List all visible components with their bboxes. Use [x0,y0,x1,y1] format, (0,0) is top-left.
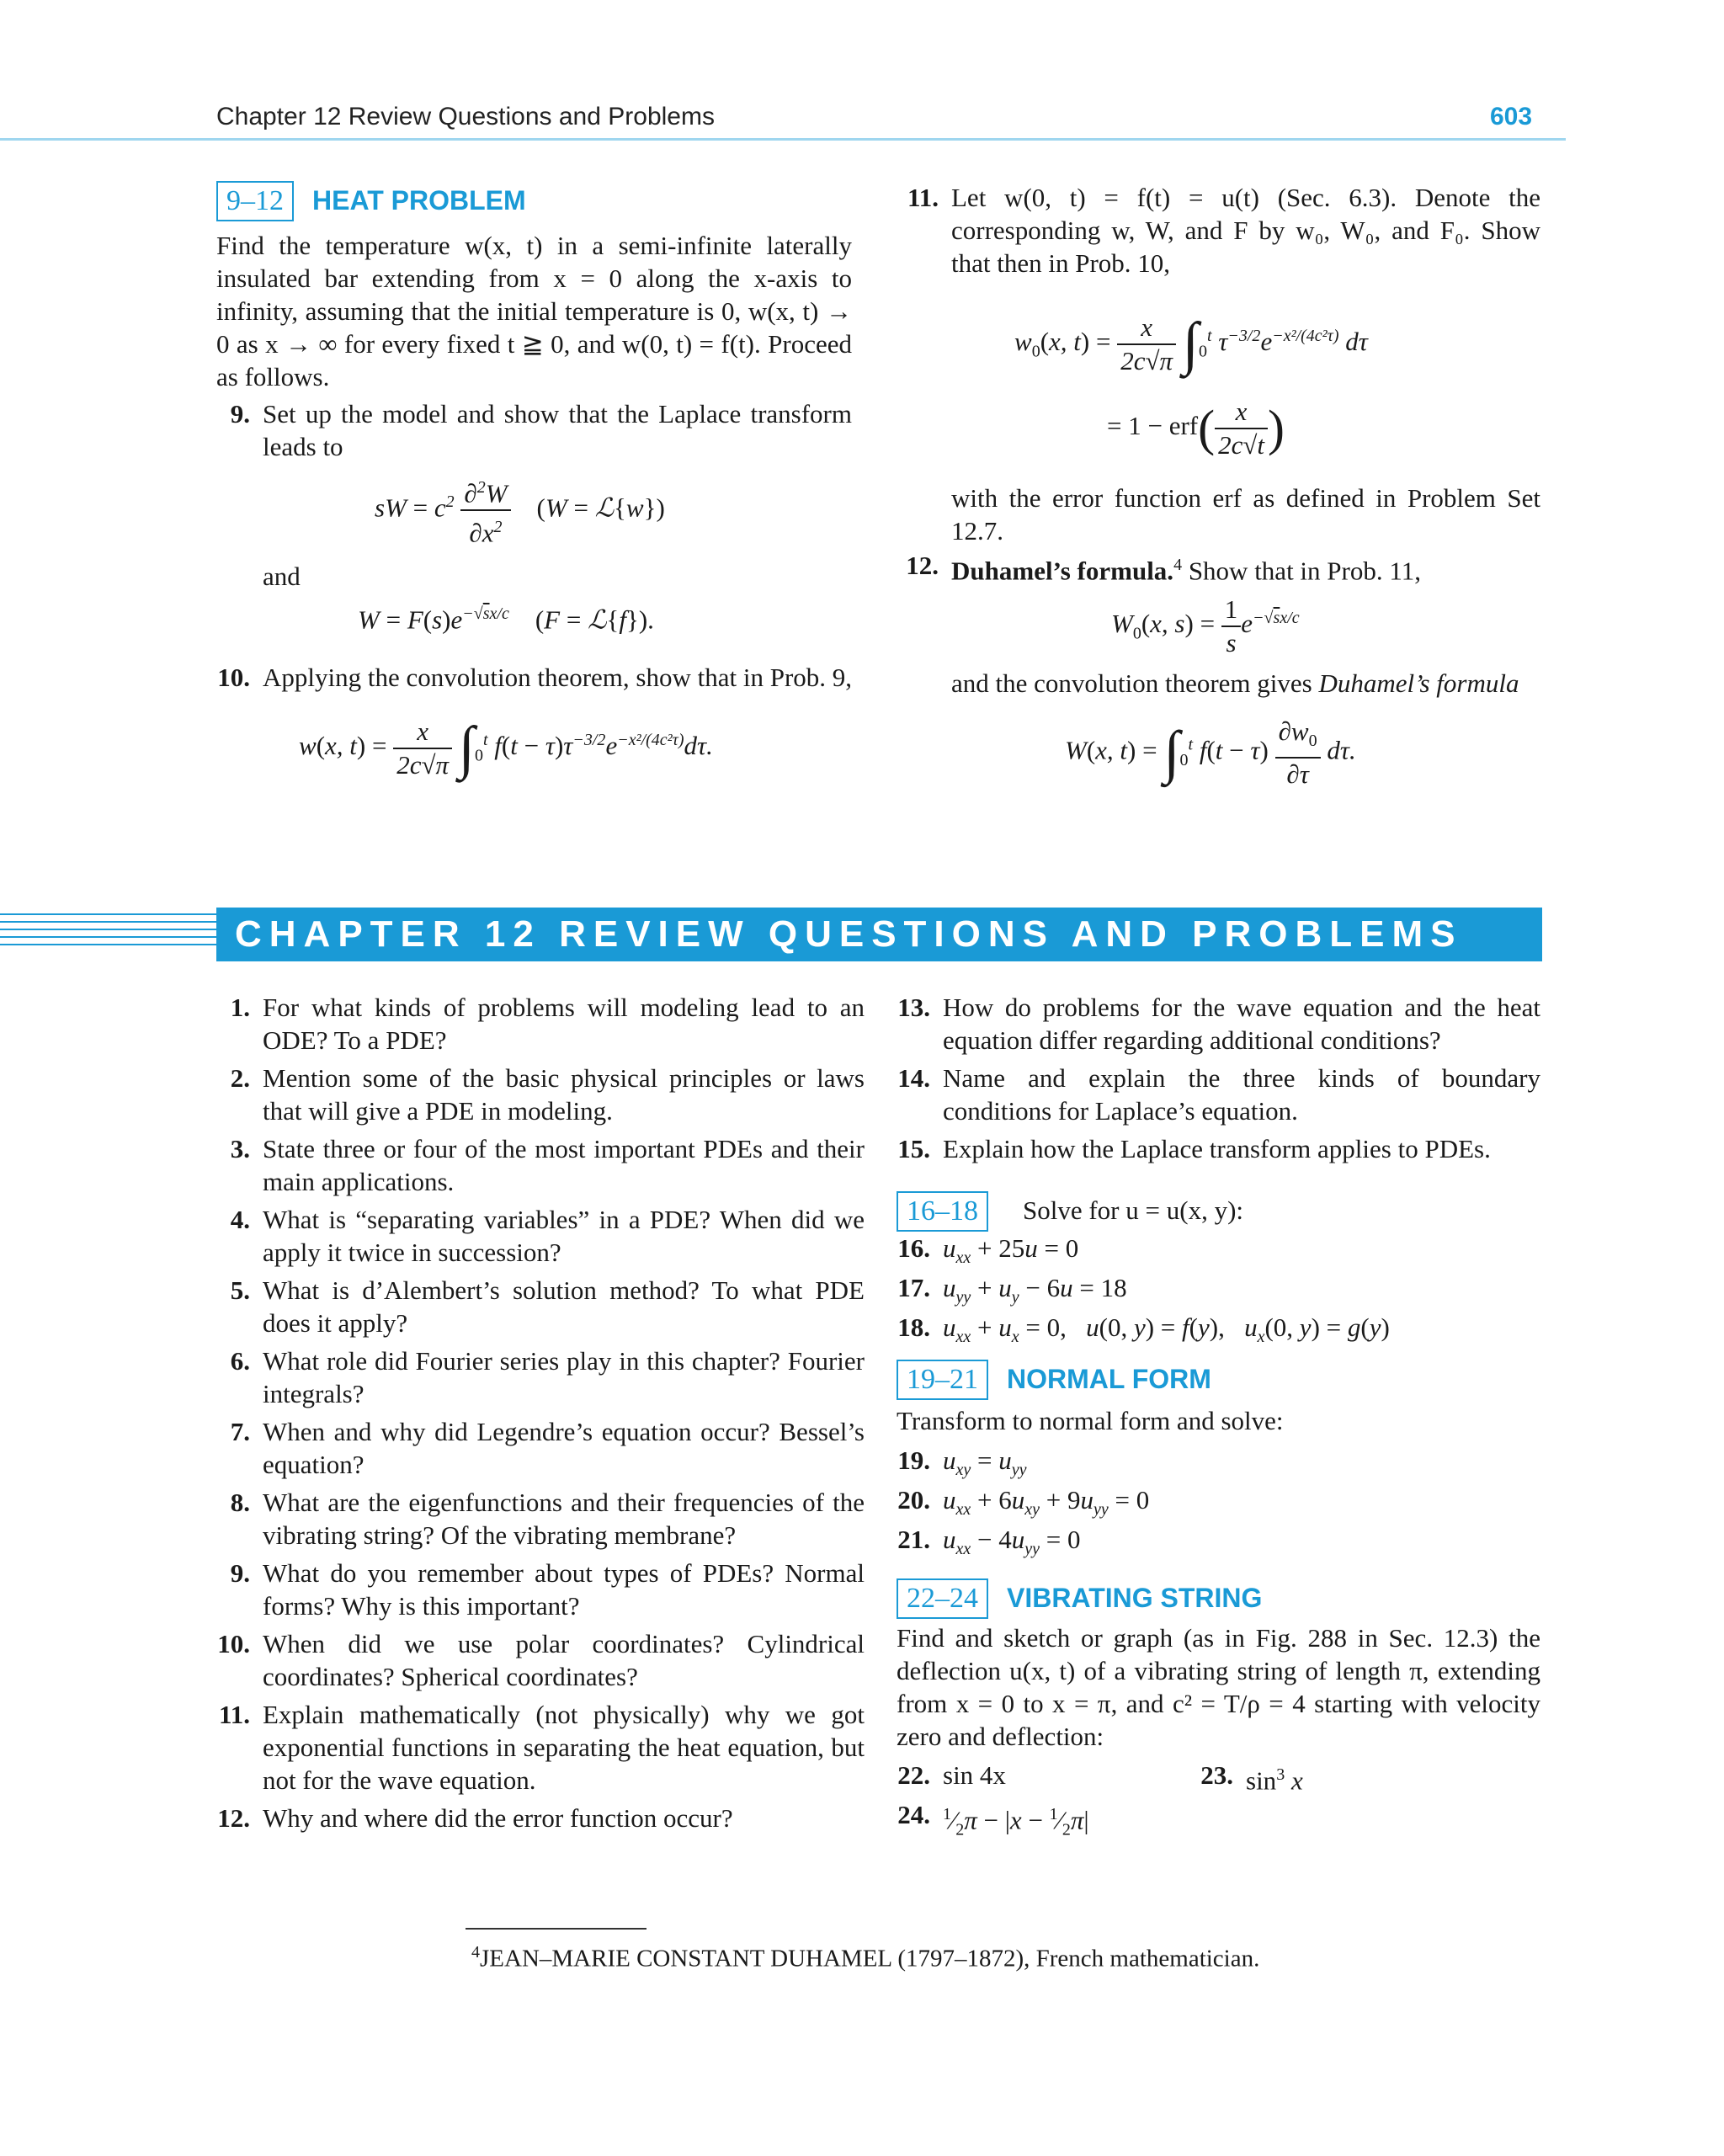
normal-lead: Transform to normal form and solve: [897,1406,1284,1435]
question-number: 2. [230,1063,250,1093]
equation-w-convolution: w(x, t) = $\frac{x}{2c√\pi}$ $\int_0^t$ $f(t - \tau)\tau^{-3/2}e^{-x^2/(4c^2\tau)}d\tau$. [299,716,713,780]
problem-19: 19. $u_{xy} = u_{yy}$ [897,1445,1027,1480]
problem-16: 16. $u_{xx} + 25u = 0$ [897,1233,1079,1268]
question-number: 12. [217,1803,250,1833]
equation-erf: = 1 − erf( $\frac{x}{2c√t}$ ) [1107,397,1285,460]
vibrating-range-box: 22–24 [897,1578,988,1619]
vibrating-title: VIBRATING STRING [1007,1583,1263,1613]
footnote: $^4$JEAN–MARIE CONSTANT DUHAMEL (1797–1872), French mathematician. [471,1943,1260,1972]
vibrating-lead: Find and sketch or graph (as in Fig. 288 in Sec. 12.3) the deflection u(x, t) of a vibrating string of length π, extending from x = 0 to x = π, and c² = T/ρ = 4 starting with velocity zero and deflection: [897,1623,1540,1751]
problem-21: 21. $u_{xx} - 4u_{yy} = 0$ [897,1525,1081,1559]
question-text: Mention some of the basic physical principles or laws that will give a PDE in modeling. [263,1063,865,1126]
equation-duhamel: W(x, $t) = \int_0^t$ f(t − τ) $\frac{\partial w_0}{\partial\tau}$ dτ. [1065,716,1356,790]
review-question [216,1132,865,1198]
review-question [216,1698,865,1797]
footnote-ref: 4 [1173,556,1183,574]
section-title: HEAT PROBLEM [312,185,526,216]
question-number: 5. [230,1275,250,1305]
question-text: What do you remember about types of PDEs? Normal forms? Why is this important? [263,1558,865,1621]
question-number: 3. [230,1134,250,1163]
question-number: 6. [230,1346,250,1376]
review-question [216,1557,865,1622]
problem-12-after: and the convolution theorem gives Duhamel’s formula [951,668,1519,698]
question-text: Name and explain the three kinds of boundary conditions for Laplace’s equation. [943,1063,1540,1126]
question-text: When did we use polar coordinates? Cylindrical coordinates? Spherical coordinates? [263,1629,865,1691]
review-question [216,1344,865,1410]
question-number: 11. [218,1700,250,1729]
duhamel-label: Duhamel’s formula. [951,556,1174,586]
question-text: When and why did Legendre’s equation occur? Bessel’s equation? [263,1417,865,1479]
problem-11-after: with the error function erf as defined in Problem Set 12.7. [951,483,1540,546]
question-text: Explain mathematically (not physically) why we got exponential functions in separating the heat equation, but not for the wave equation. [263,1700,865,1795]
problem-23: 23. $\sin^3 x$ [1200,1760,1303,1796]
section-range-box: 9–12 [216,181,294,221]
vibrating-heading [897,1578,1262,1619]
equation-w0: $w_0(x$, t) = $\frac{x}{2c√\pi}$ $\int_0^t$ $\tau^{-3/2}e^{-x^2/(4c^2\tau)}$ dτ [1014,311,1368,376]
review-question [216,1486,865,1552]
question-text: What role did Fourier series play in this chapter? Fourier integrals? [263,1346,865,1408]
review-question [897,1132,1540,1165]
problem-11-text: Let w(0, t) = f(t) = u(t) (Sec. 6.3). Denote the corresponding w, W, and F by w₀, W₀, and F₀. Show that then in Prob. 10, [951,183,1540,278]
footnote-rule [466,1928,646,1930]
question-text: Explain how the Laplace transform applies to PDEs. [943,1134,1491,1163]
question-text: What is “separating variables” in a PDE? When did we apply it twice in succession? [263,1205,865,1267]
problem-11: 11. Let w(0, t) = f(t) = u(t) (Sec. 6.3). Denote the corresponding w, W, and F by w₀, W₀, and F₀. Show that then in Prob. 10, [907,183,1540,278]
problem-10: 10. Applying the convolution theorem, show that in Prob. 9, [216,661,890,694]
review-question [897,991,1540,1057]
question-number: 9. [230,1558,250,1588]
problem-22: 22. sin 4x [897,1760,1006,1790]
chapter-review-banner: CHAPTER 12 REVIEW QUESTIONS AND PROBLEMS [216,908,1542,961]
problem-12: 12. Duhamel’s formula.$^4$ Show that in Prob. 11, [906,551,1421,586]
question-text: What are the eigenfunctions and their frequencies of the vibrating string? Of the vibrating membrane? [263,1488,865,1550]
problem-20: 20. $u_{xx} + 6u_{xy} + 9u_{yy} = 0$ [897,1485,1150,1520]
review-question [897,1062,1540,1127]
review-questions-right [897,991,1540,1170]
equation-sW: sW = $c^2$ $\frac{\partial^2W}{\partial x^2}$ (W = ℒ{w}) [375,478,665,548]
question-number: 15. [897,1134,930,1163]
review-questions-left [216,991,865,1839]
problem-24: 24. $^1⁄_2\pi - |x$ − $^1⁄_2\pi|$ [897,1800,1089,1839]
review-question [216,991,865,1057]
review-question [216,1274,865,1339]
normal-range-box: 19–21 [897,1360,988,1400]
page-number: 603 [1490,103,1533,130]
question-text: How do problems for the wave equation and the heat equation differ regarding additional conditions? [943,993,1540,1055]
banner-lines [0,913,219,951]
question-number: 14. [897,1063,930,1093]
review-question [216,1627,865,1693]
header-rule [0,138,1566,141]
heat-intro: Find the temperature w(x, t) in a semi-infinite laterally insulated bar extending from x = 0 along the x-axis to infinity, assuming that the initial temperature is 0, w(x, t) → 0 as x → ∞ for every fixed t ≧ 0, and w(0, t) = f(t). Proceed as follows. [216,231,852,391]
review-question [216,1802,865,1834]
running-header: Chapter 12 Review Questions and Problems [216,103,715,130]
question-number: 1. [230,993,250,1022]
question-text: For what kinds of problems will modeling lead to an ODE? To a PDE? [263,993,865,1055]
normal-heading [897,1360,1211,1400]
problem-9-text: Set up the model and show that the Laplace transform leads to [263,399,852,461]
solve-lead: Solve for u = u(x, y): [1023,1195,1244,1225]
heat-section-heading [216,181,526,221]
review-question [216,1415,865,1481]
review-question [216,1203,865,1269]
problem-17: 17. $u_{yy} + u_y - 6u = 18$ [897,1273,1127,1307]
solve-heading [897,1191,988,1232]
review-question [216,1062,865,1127]
question-number: 10. [217,1629,250,1658]
equation-W0: $W_0(x$, s) = $\frac{1}{s}$ $e^{-√sx/c}$ [1111,594,1300,657]
question-number: 4. [230,1205,250,1234]
question-text: What is d’Alembert’s solution method? To what PDE does it apply? [263,1275,865,1338]
solve-range-box: 16–18 [897,1191,988,1232]
question-text: Why and where did the error function occur? [263,1803,733,1833]
and-text: and [263,562,301,591]
problem-9: 9. Set up the model and show that the Laplace transform leads to [230,399,852,461]
problem-10-text: Applying the convolution theorem, show that in Prob. 9, [263,663,853,692]
question-number: 13. [897,993,930,1022]
problem-18: 18. $u_{xx} + u_x = 0$, u(0, y) = f(y), $u_x(0$, y) = g(y) [897,1312,1390,1347]
question-number: 8. [230,1488,250,1517]
question-text: State three or four of the most important PDEs and their main applications. [263,1134,865,1196]
question-number: 7. [230,1417,250,1446]
normal-title: NORMAL FORM [1007,1364,1211,1394]
equation-W-F: $W = F(s)e^{-√sx/c}$ (F = ℒ{f}). [358,604,654,635]
